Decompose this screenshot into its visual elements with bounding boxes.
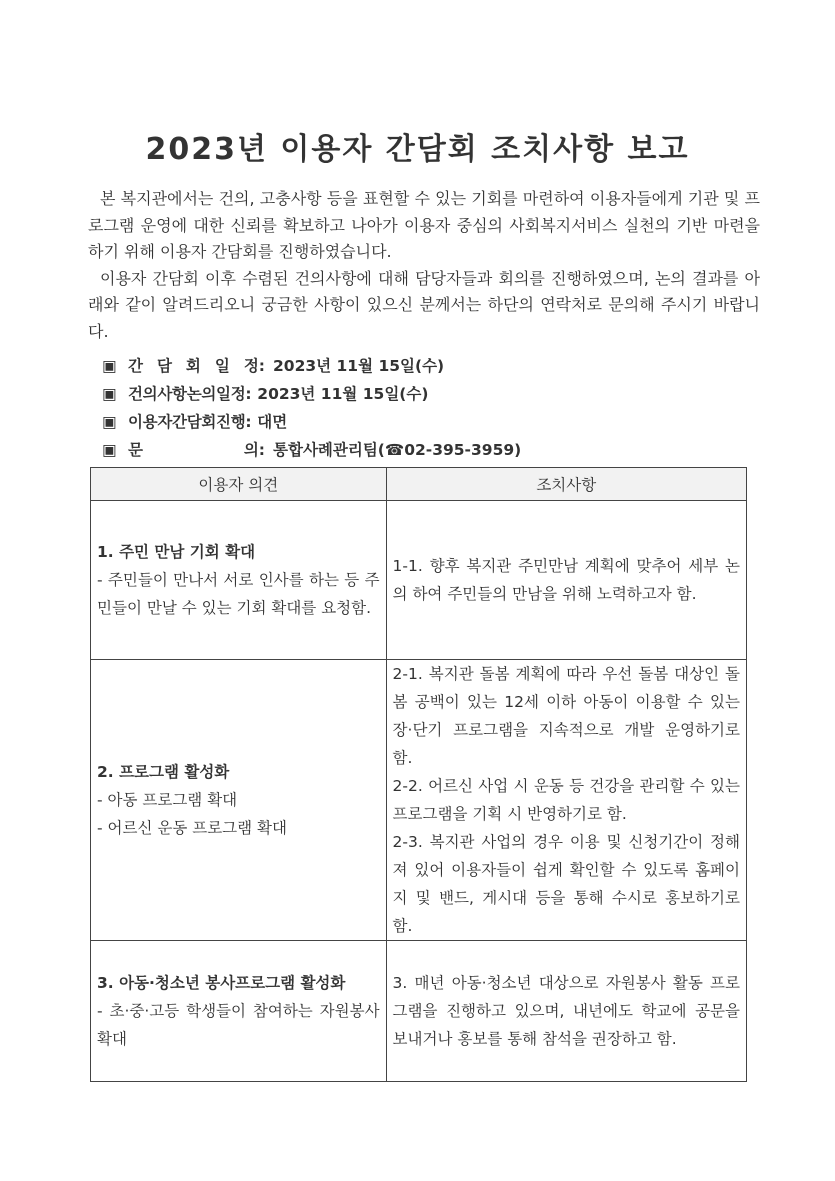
square-bullet-icon: ▣ (102, 385, 117, 403)
square-bullet-icon: ▣ (102, 357, 117, 375)
info-value: 통합사례관리팀(☎02-395-3959) (273, 441, 522, 459)
opinion-cell (91, 501, 387, 660)
action-text: 2-1. 복지관 돌봄 계획에 따라 우선 돌봄 대상인 돌봄 공백이 있는 12세 이하 아동이 이용할 수 있는 장·단기 프로그램을 지속적으로 개발 운영하기로 함. (392, 665, 740, 767)
info-item-discussion-date (102, 380, 742, 408)
square-bullet-icon: ▣ (102, 413, 117, 431)
column-header-opinion: 이용자 의견 (91, 468, 387, 501)
opinion-detail: - 아동 프로그램 확대 (97, 791, 238, 809)
info-value: 대면 (257, 413, 288, 431)
table-row (91, 941, 747, 1082)
table-header-row (91, 468, 747, 501)
action-text: 1-1. 향후 복지관 주민만남 계획에 맞추어 세부 논의 하여 주민들의 만남을 위해 노력하고자 함. (392, 557, 740, 603)
action-cell (386, 941, 746, 1082)
page-title: 2023년 이용자 간담회 조치사항 보고 (145, 132, 690, 167)
opinion-detail: - 주민들이 만나서 서로 인사를 하는 등 주민들이 만날 수 있는 기회 확대를 요청함. (97, 571, 380, 617)
action-cell (386, 660, 746, 941)
opinion-title: 3. 아동·청소년 봉사프로그램 활성화 (97, 974, 346, 992)
opinion-title: 1. 주민 만남 기회 확대 (97, 543, 256, 561)
intro-paragraph-1: 본 복지관에서는 건의, 고충사항 등을 표현할 수 있는 기회를 마련하여 이용자들에게 기관 및 프로그램 운영에 대한 신뢰를 확보하고 나아가 이용자 중심의 사회복지서비스 실천의 기반 마련을 하기 위해 이용자 간담회를 진행하였습니다. (88, 189, 760, 261)
info-label: 문 의: (128, 441, 265, 459)
info-label: 간 담 회 일 정: (128, 357, 265, 375)
info-value: 2023년 11월 15일(수) (273, 357, 445, 375)
opinion-title: 2. 프로그램 활성화 (97, 763, 230, 781)
action-text: 2-3. 복지관 사업의 경우 이용 및 신청기간이 정해져 있어 이용자들이 쉽게 확인할 수 있도록 홈페이지 및 밴드, 게시대 등을 통해 수시로 홍보하기로 함. (392, 833, 740, 935)
info-item-format (102, 408, 742, 436)
info-list (102, 352, 742, 464)
opinion-detail: - 어르신 운동 프로그램 확대 (97, 819, 288, 837)
action-text: 3. 매년 아동·청소년 대상으로 자원봉사 활동 프로그램을 진행하고 있으며, 내년에도 학교에 공문을 보내거나 홍보를 통해 참석을 권장하고 함. (392, 974, 740, 1048)
info-value: 2023년 11월 15일(수) (257, 385, 429, 403)
square-bullet-icon: ▣ (102, 441, 117, 459)
info-label: 건의사항논의일정: (128, 385, 252, 403)
opinion-cell (91, 941, 387, 1082)
intro-text (88, 186, 760, 345)
table-row (91, 501, 747, 660)
column-header-action: 조치사항 (386, 468, 746, 501)
intro-paragraph-2: 이용자 간담회 이후 수렴된 건의사항에 대해 담당자들과 회의를 진행하였으며, 논의 결과를 아래와 같이 알려드리오니 궁금한 사항이 있으신 분께서는 하단의 연락처로 문의해 주시기 바랍니다. (88, 268, 760, 341)
action-text: 2-2. 어르신 사업 시 운동 등 건강을 관리할 수 있는 프로그램을 기획 시 반영하기로 함. (392, 777, 740, 823)
action-cell (386, 501, 746, 660)
info-label: 이용자간담회진행: (128, 413, 252, 431)
feedback-table (90, 467, 747, 1082)
info-item-contact (102, 436, 742, 464)
table-row (91, 660, 747, 941)
info-item-schedule (102, 352, 742, 380)
opinion-detail: - 초·중·고등 학생들이 참여하는 자원봉사 확대 (97, 1002, 380, 1048)
opinion-cell (91, 660, 387, 941)
